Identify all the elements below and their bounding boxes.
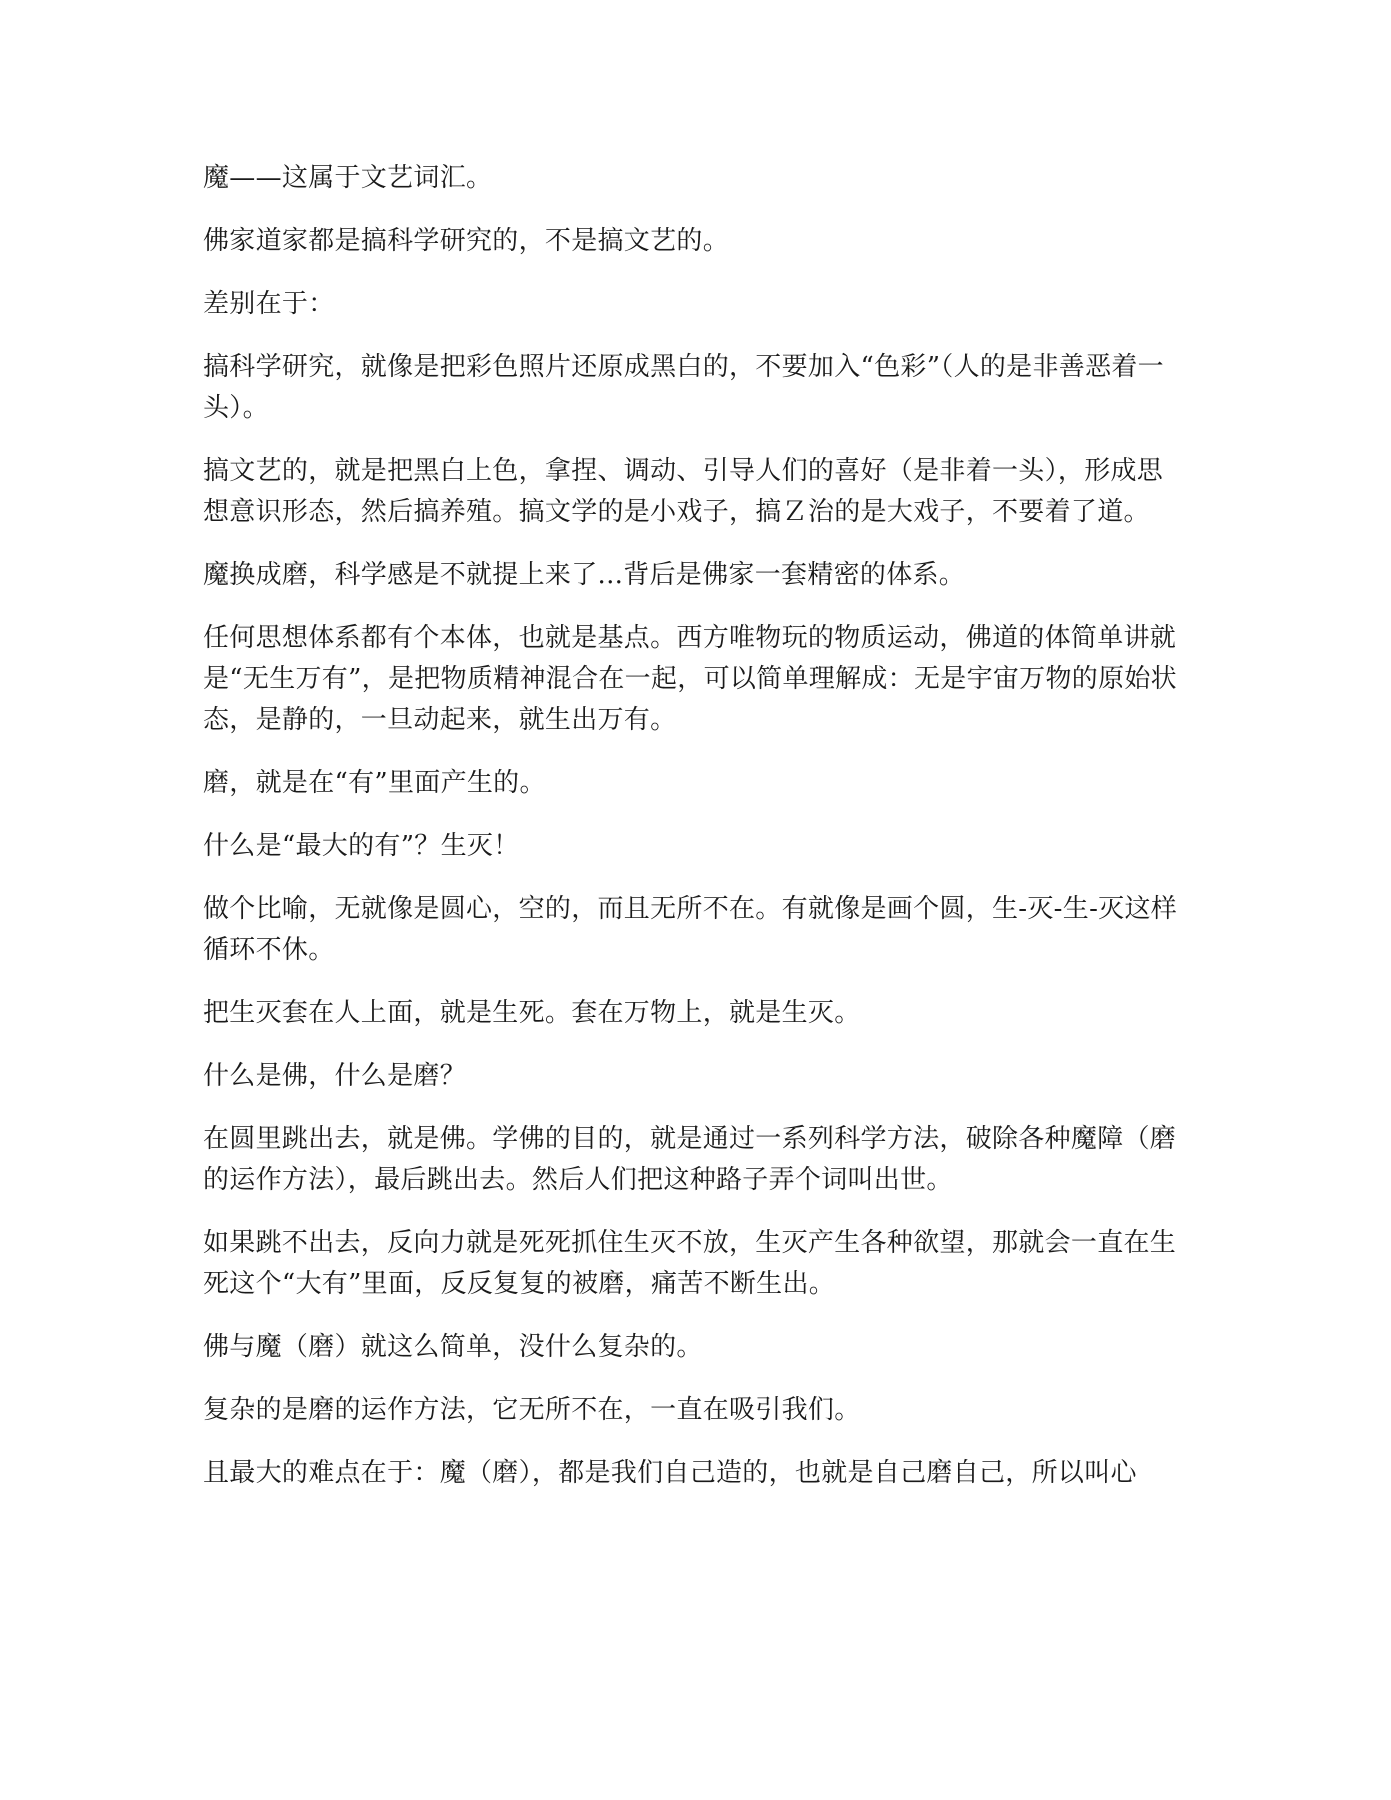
- paragraph: 如果跳不出去，反向力就是死死抓住生灭不放，生灭产生各种欲望，那就会一直在生死这个“大有”里面，反反复复的被磨，痛苦不断生出。: [203, 1228, 1177, 1299]
- paragraph: 且最大的难点在于：魔（磨），都是我们自己造的，也就是自己磨自己，所以叫心: [203, 1458, 1137, 1488]
- paragraph: 把生灭套在人上面，就是生死。套在万物上，就是生灭。: [203, 998, 861, 1028]
- paragraph: 什么是“最大的有”？生灭！: [203, 831, 520, 861]
- paragraph: 磨，就是在“有”里面产生的。: [203, 768, 546, 798]
- paragraph: 差别在于：: [203, 289, 335, 319]
- paragraph: 搞科学研究，就像是把彩色照片还原成黑白的，不要加入“色彩”（人的是非善恶着一头）。: [203, 352, 1164, 423]
- paragraph: 魔换成磨，科学感是不就提上来了...背后是佛家一套精密的体系。: [203, 560, 966, 590]
- paragraph: 魔——这属于文艺词汇。: [203, 163, 493, 193]
- paragraph: 佛家道家都是搞科学研究的，不是搞文艺的。: [203, 226, 730, 256]
- document-body: [203, 158, 1188, 1516]
- paragraph: 佛与魔（磨）就这么简单，没什么复杂的。: [203, 1332, 703, 1362]
- paragraph: 任何思想体系都有个本体，也就是基点。西方唯物玩的物质运动，佛道的体简单讲就是“无生万有”，是把物质精神混合在一起，可以简单理解成：无是宇宙万物的原始状态，是静的，一旦动起来，就生出万有。: [203, 623, 1177, 735]
- paragraph: 搞文艺的，就是把黑白上色，拿捏、调动、引导人们的喜好（是非着一头），形成思想意识形态，然后搞养殖。搞文学的是小戏子，搞Ｚ治的是大戏子，不要着了道。: [203, 456, 1164, 527]
- paragraph: 复杂的是磨的运作方法，它无所不在，一直在吸引我们。: [203, 1395, 861, 1425]
- paragraph: 什么是佛，什么是磨？: [203, 1061, 467, 1091]
- paragraph: 做个比喻，无就像是圆心，空的，而且无所不在。有就像是画个圆，生-灭-生-灭这样循环不休。: [203, 894, 1178, 965]
- paragraph: 在圆里跳出去，就是佛。学佛的目的，就是通过一系列科学方法，破除各种魔障（磨的运作方法），最后跳出去。然后人们把这种路子弄个词叫出世。: [203, 1124, 1177, 1195]
